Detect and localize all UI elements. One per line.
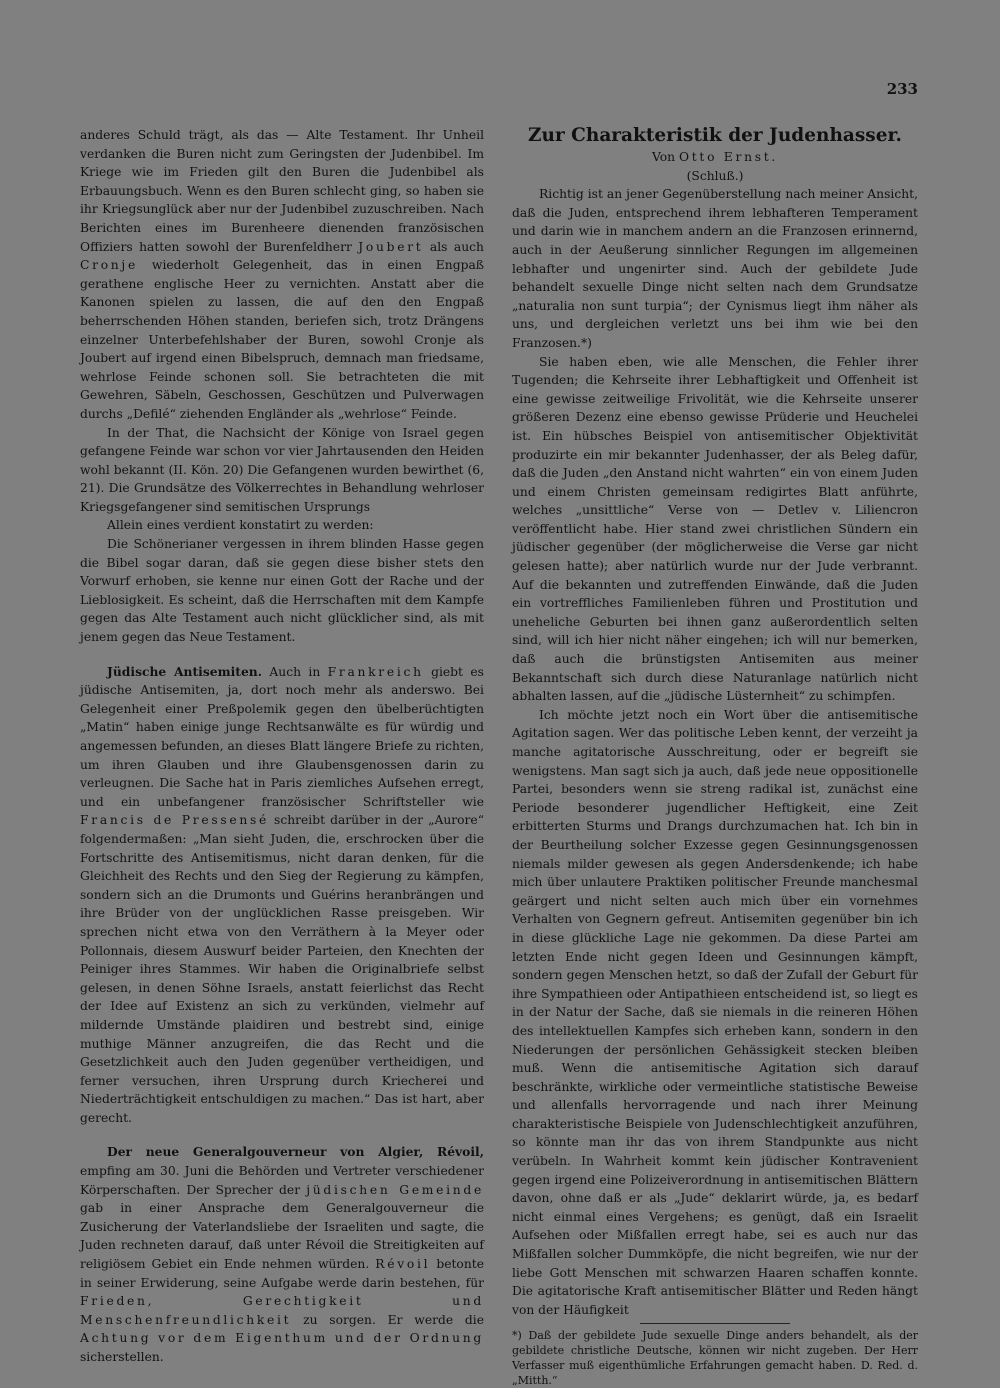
paragraph: Allein eines verdient konstatirt zu werden: xyxy=(107,518,374,533)
continuation-note: (Schluß.) xyxy=(686,168,744,183)
author: Otto Ernst. xyxy=(679,150,778,164)
right-column xyxy=(512,126,918,1388)
name-cronje: Cronje xyxy=(80,258,138,273)
paragraph: Sie haben eben, wie alle Menschen, die Fehler ihrer Tugenden; die Kehrseite ihrer Lebhaftigkeit und Offenheit ist eine gewisse zeitweilige Frivolität, wie die Kehrseite unserer größeren Dezenz eine ebenso gewisse Prüderie und Heuchelei ist. Ein hübsches Beispiel von antisemitischer Objektivität produzirte ein mir bekannter Judenhasser, der als Beleg dafür, daß die Juden „den Anstand nicht wahrten“ ein von einem Juden und einem Christen gemeinsam redigirtes Blatt anführte, welches „unsittliche“ Verse von — Detlev v. Liliencron veröffentlicht habe. Hier stand zwei christlichen Sündern ein jüdischer gegenüber (der möglicherweise die Verse gar nicht gelesen hatte); aber natürlich wurde nur der Jude verbrannt. Auf die bekannten und zutreffenden Einwände, daß die Juden ein vortreffliches Familienleben führen und Prostitution und uneheliche Geburten bei ihnen ganz außerordentlich selten sind, will ich hier nicht näher eingehen; ich will nur bemerken, daß auch die brünstigsten Antisemiten aus meiner Bekanntschaft sich durch diese Naturanlage natürlich nicht abhalten lassen, auf die „jüdische Lüsternheit“ zu schimpfen. xyxy=(512,354,918,704)
byline: Von Otto Ernst. xyxy=(652,150,778,164)
footnote: *) Daß der gebildete Jude sexuelle Dinge anders behandelt, als der gebildete christliche Deutsche, können wir nicht zugeben. Der Herr Verfasser muß eigenthümliche Erfahrungen gemacht haben. D. Red. d. „Mitth.“ xyxy=(512,1329,918,1388)
page-number: 233 xyxy=(886,80,918,98)
section-heading: Jüdische Antisemiten. xyxy=(107,663,262,679)
paragraph: Ich möchte jetzt noch ein Wort über die antisemitische Agitation sagen. Wer das politische Leben kennt, der verzeiht ja manche agitatorische Ausschreitung, oder er begreift sie wenigstens. Man sagt sich ja auch, daß jede neue oppositionelle Partei, besonders wenn sie streng radikal ist, zunächst eine Periode besonderer jugendlicher Heftigkeit, eine Zeit erbitterten Sturms und Drangs durchzumachen hat. Ich bin in der Beurtheilung solcher Exzesse gegen Gesinnungsgenossen niemals milder gewesen als gegen Andersdenkende; ich habe mich über unlautere Praktiken politischer Freunde manchesmal geärgert und nicht selten auch mich über ein vornehmes Verhalten von Gegnern gefreut. Antisemiten gegenüber bin ich in diese glückliche Lage nie gekommen. Da diese Partei am letzten Ende nicht gegen Ideen und Gesinnungen kämpft, sondern gegen Menschen hetzt, so daß der Zufall der Geburt für ihre Sympathieen oder Antipathieen entscheidend ist, so liegt es in der Natur der Sache, daß sie niemals in die reineren Höhen des intellektuellen Kampfes sich erheben kann, sondern in den Niederungen der persönlichen Gehässigkeit stecken bleiben muß. Wenn die antisemitische Agitation sich darauf beschränkte, wirkliche oder vermeintliche statistische Beweise und allenfalls hervorragende und nach ihrer Meinung charakteristische Beispiele von Judenschlechtigkeit anzuführen, so könnte man ihr das von ihrem Standpunkte aus nicht verübeln. In Wahrheit kommt kein jüdischer Kontravenient gegen irgend eine Polizeiverordnung in antisemitischen Blättern davon, ohne daß er als „Jude“ deklarirt würde, ja, es bedarf nicht einmal eines Vergehens; es genügt, daß ein Israelit Aufsehen oder Mißfallen erregt habe, sei es auch nur das Mißfallen solcher Dummköpfe, die nicht begreifen, wie nur der liebe Gott Menschen mit schwarzen Haaren schaffen konnte. Die agitatorische Kraft antisemitischer Blätter und Reden hängt von der Häufigkeit xyxy=(512,707,918,1317)
paragraph: In der That, die Nachsicht der Könige von Israel gegen gefangene Feinde war schon vor vier Jahrtausenden den Heiden wohl bekannt (II. Kön. 20) Die Gefangenen wurden bewirthet (6, 21). Die Grundsätze des Völkerrechtes in Behandlung wehrloser Kriegsgefangener sind semitischen Ursprungs xyxy=(80,425,484,514)
section-gap xyxy=(80,1127,484,1143)
paragraph: anderes Schuld trägt, als das — Alte Testament. Ihr Unheil verdanken die Buren nicht zum Geringsten der Judenbibel. Im Kriege wie im Frieden gilt den Buren die Judenbibel als Erbauungsbuch. Wenn es den Buren schlecht ging, so haben sie ihr Kriegsunglück aber nur der Judenbibel zuzuschreiben. Nach Berichten eines im Burenheere dienenden französischen Offiziers hatten sowohl der Burenfeldherr Joubert als auch Cronje wiederholt Gelegenheit, das in einen Engpaß gerathene englische Heer zu vernichten. Anstatt aber die Kanonen spielen zu lassen, die auf den den Engpaß beherrschenden Höhen standen, beriefen sich, trotz Drängens einzelner Unterbefehlshaber der Buren, sowohl Cronje als Joubert auf irgend einen Bibelspruch, demnach man friedsame, wehrlose Feinde schonen soll. Sie betrachteten die mit Gewehren, Säbeln, Geschossen, Geschützen und Pulverwagen durchs „Defilé“ ziehenden Engländer als „wehrlose“ Feinde. xyxy=(80,128,484,421)
paragraph: Richtig ist an jener Gegenüberstellung nach meiner Ansicht, daß die Juden, entsprechend ihrem lebhafteren Temperament und darin wie in manchem andern an die Franzosen erinnernd, auch in der Aeußerung sinnlicher Regungen im allgemeinen lebhafter und ungenirter sind. Auch der gebildete Jude behandelt sexuelle Dinge nicht selten nach dem Grundsatze „naturalia non sunt turpia“; der Cynismus liegt ihm näher als uns, und dergleichen verletzt uns bei ihm wie bei den Franzosen.*) xyxy=(512,187,918,350)
left-column xyxy=(80,126,484,1367)
section-gap xyxy=(80,647,484,663)
section-juedische-antisemiten: Jüdische Antisemiten. Auch in Frankreich giebt es jüdische Antisemiten, ja, dort noch mehr als anderswo. Bei Gelegenheit einer Preßpolemik gegen den übelberüchtigten „Matin“ haben einige junge Rechtsanwälte es für würdig und angemessen befunden, an dieses Blatt längere Briefe zu richten, um ihren Glauben und ihre Glaubensgenossen darin zu verleugnen. Die Sache hat in Paris ziemliches Aufsehen erregt, und ein unbefangener französischer Schriftsteller wie Francis de Pressensé schreibt darüber in der „Aurore“ folgendermaßen: „Man sieht Juden, die, erschrocken über die Fortschritte des Antisemitismus, nicht daran denken, für die Gleichheit des Rechts und den Sieg der Regierung zu kämpfen, sondern sich an die Drumonts und Guérins heranbrängen und ihre Brüder von der unglücklichen Rasse preisgeben. Wir sprechen nicht etwa von den Verräthern à la Meyer oder Pollonnais, diesem Auswurf beider Parteien, den Knechten der Peiniger ihres Stammes. Wir haben die Originalbriefe selbst gelesen, in denen Söhne Israels, anstatt feierlichst das Recht der Idee auf Existenz an sich zu verkünden, vielmehr auf mildernde Umstände plaidiren und bestrebt sind, einige muthige Männer anzugreifen, die das Recht und die Gesetzlichkeit auch den Juden gegenüber vertheidigen, und ferner versuchen, ihren Ursprung durch Kriecherei und Niederträchtigkeit entschuldigen zu machen.“ Das ist hart, aber gerecht. xyxy=(80,663,484,1125)
name-joubert: Joubert xyxy=(358,239,424,254)
paragraph: Die Schönerianer vergessen in ihrem blinden Hasse gegen die Bibel sogar daran, daß sie gegen diese bisher stets den Vorwurf erhoben, sie kenne nur einen Gott der Rache und der Lieblosigkeit. Es scheint, daß die Herrschaften mit dem Kampfe gegen das Alte Testament auch nicht glücklicher sind, als mit jenem gegen das Neue Testament. xyxy=(80,537,484,645)
section-generalgouverneur: Der neue Generalgouverneur von Algier, Révoil, empfing am 30. Juni die Behörden und Vertreter verschiedener Körperschaften. Der Sprecher der jüdischen Gemeinde gab in einer Ansprache dem Generalgouverneur die Zusicherung der Vaterlandsliebe der Israeliten und sagte, die Juden rechneten darauf, daß unter Révoil die Streitigkeiten auf religiösem Gebiet ein Ende nehmen würden. Révoil betonte in seiner Erwiderung, seine Aufgabe werde darin bestehen, für Frieden, Gerechtigkeit und Menschenfreundlichkeit zu sorgen. Er werde die Achtung vor dem Eigenthum und der Ordnung sicherstellen. xyxy=(80,1144,484,1364)
footnote-divider xyxy=(640,1323,790,1324)
article-title: Zur Charakteristik der Judenhasser. xyxy=(528,125,902,146)
section-heading: Der neue Generalgouverneur von Algier, Révoil, xyxy=(107,1144,484,1160)
